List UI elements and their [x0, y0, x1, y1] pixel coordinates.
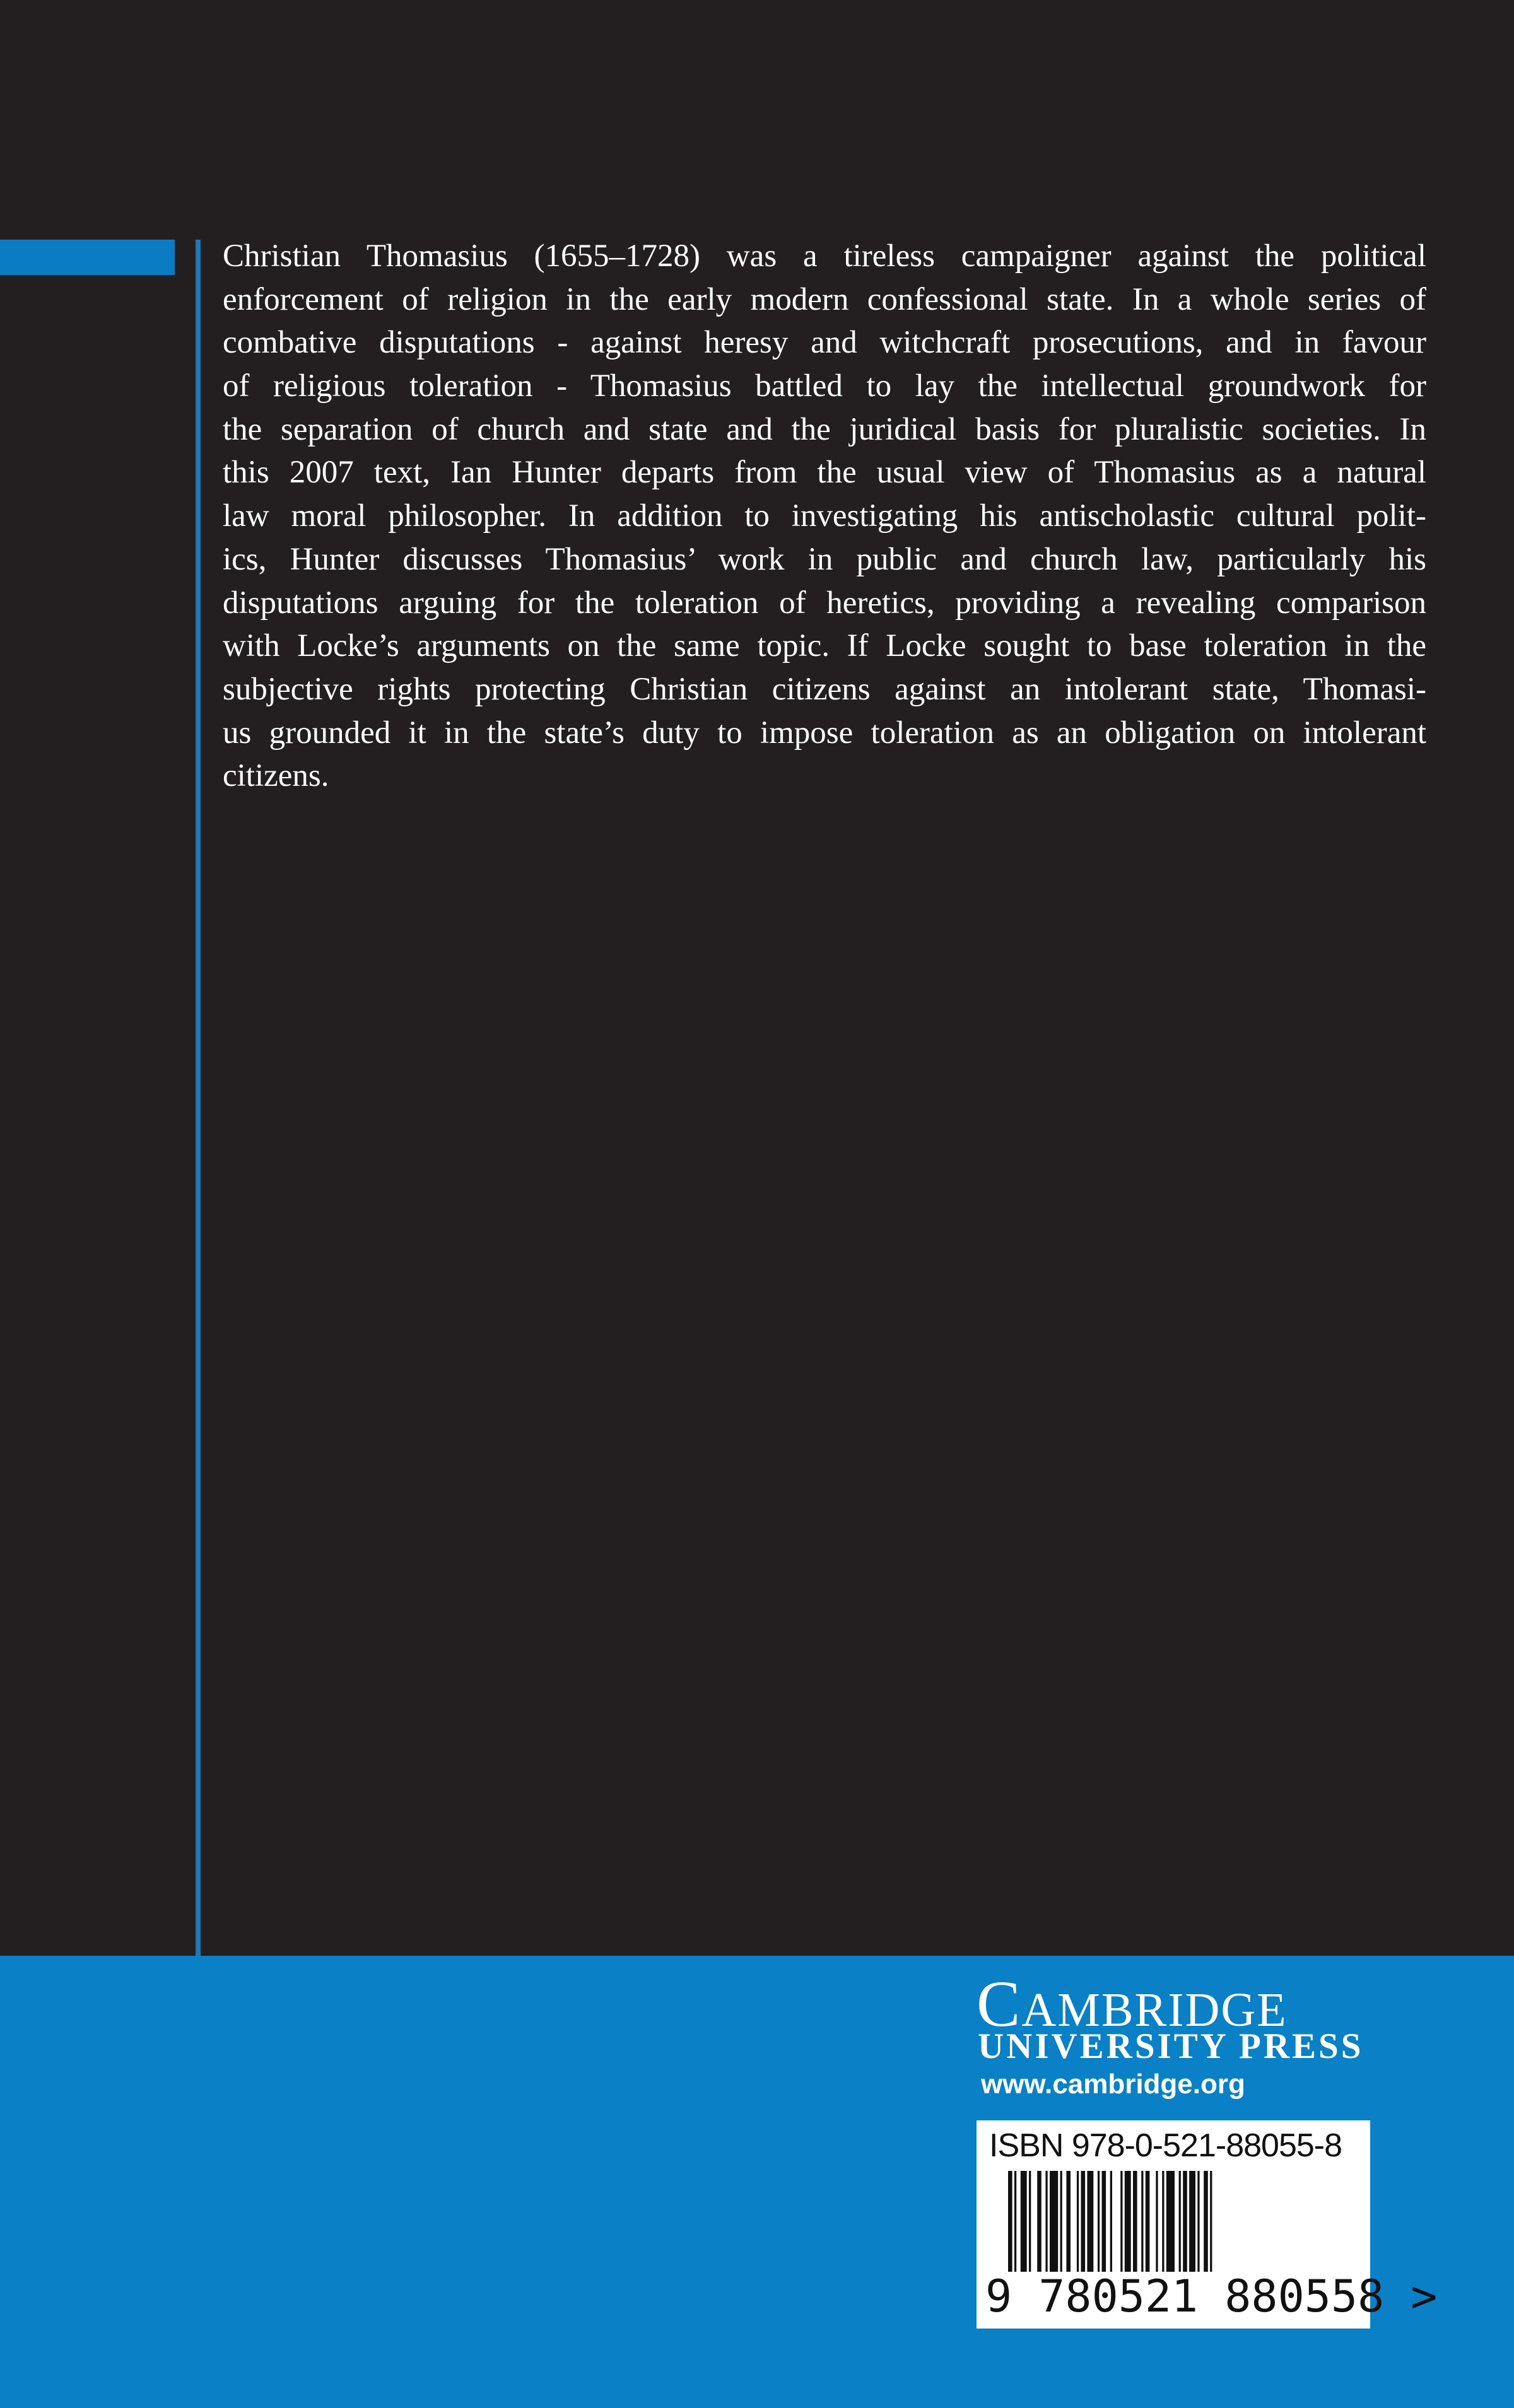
barcode-bar	[1210, 2171, 1212, 2272]
barcode-bar	[1120, 2171, 1122, 2272]
barcode-bar	[1060, 2171, 1062, 2272]
barcode-bar	[1197, 2171, 1199, 2272]
accent-rule	[196, 240, 201, 1956]
accent-bar	[0, 240, 175, 275]
barcode-bar	[1029, 2171, 1031, 2272]
barcode-bar	[1077, 2171, 1079, 2272]
back-cover-blurb	[223, 235, 1426, 798]
barcode-bar	[1087, 2171, 1093, 2272]
publisher-logo-subtitle: UNIVERSITY PRESS	[978, 2026, 1364, 2066]
barcode-bar	[1183, 2171, 1187, 2272]
barcode-bar	[1162, 2171, 1164, 2272]
isbn-label: ISBN 978-0-521-88055-8	[989, 2127, 1342, 2164]
logo-initial: C	[977, 1968, 1022, 2040]
blurb-line: us grounded it in the state’s duty to impose toleration as an obligation on intolerant	[223, 715, 1426, 751]
barcode-bar	[1066, 2171, 1071, 2272]
blurb-line: of religious toleration - Thomasius battled to lay the intellectual groundwork for	[223, 368, 1426, 404]
barcode-bar	[1141, 2171, 1143, 2272]
publisher-url[interactable]: www.cambridge.org	[981, 2069, 1245, 2100]
barcode-digits: 9 780521 880558 >	[985, 2271, 1438, 2322]
blurb-line: ics, Hunter discusses Thomasius’ work in public and church law, particularly his	[223, 541, 1426, 577]
barcode-bar	[1166, 2171, 1175, 2272]
barcode-bar	[1021, 2171, 1027, 2272]
barcode-bar	[1008, 2171, 1012, 2272]
blurb-line: Christian Thomasius (1655–1728) was a tireless campaigner against the political	[223, 238, 1426, 274]
barcode-bar	[1102, 2171, 1106, 2272]
barcode-bar	[1125, 2171, 1131, 2272]
logo-rest: AMBRIDGE	[1021, 1984, 1288, 2037]
barcode-bar	[1098, 2171, 1100, 2272]
barcode-bar	[1014, 2171, 1016, 2272]
barcode-bar	[1081, 2171, 1086, 2272]
blurb-line: this 2007 text, Ian Hunter departs from the usual view of Thomasius as a natural	[223, 455, 1426, 491]
barcode-bar	[1133, 2171, 1137, 2272]
barcode-bar	[1050, 2171, 1058, 2272]
blurb-line: law moral philosopher. In addition to investigating his antischolastic cultural polit-	[223, 498, 1426, 534]
barcode-bar	[1204, 2171, 1208, 2272]
blurb-line: disputations arguing for the toleration of heretics, providing a revealing comparison	[223, 585, 1426, 621]
isbn-barcode	[977, 2120, 1438, 2329]
blurb-line: citizens.	[223, 758, 329, 794]
barcode-bar	[1156, 2171, 1158, 2272]
barcode-bar	[1189, 2171, 1195, 2272]
barcode-bar	[1146, 2171, 1150, 2272]
barcode-bar	[1045, 2171, 1047, 2272]
blurb-line: subjective rights protecting Christian citizens against an intolerant state, Thomasi-	[223, 671, 1426, 707]
blurb-line: with Locke’s arguments on the same topic. If Locke sought to base toleration in the	[223, 628, 1426, 664]
barcode-bar	[1110, 2171, 1112, 2272]
barcode-bar	[1037, 2171, 1042, 2272]
blurb-line: combative disputations - against heresy and witchcraft prosecutions, and in favour	[223, 325, 1426, 361]
barcode-bar	[1179, 2171, 1181, 2272]
blurb-line: the separation of church and state and the juridical basis for pluralistic societies. In	[223, 411, 1426, 447]
blurb-line: enforcement of religion in the early modern confessional state. In a whole series of	[223, 281, 1426, 317]
